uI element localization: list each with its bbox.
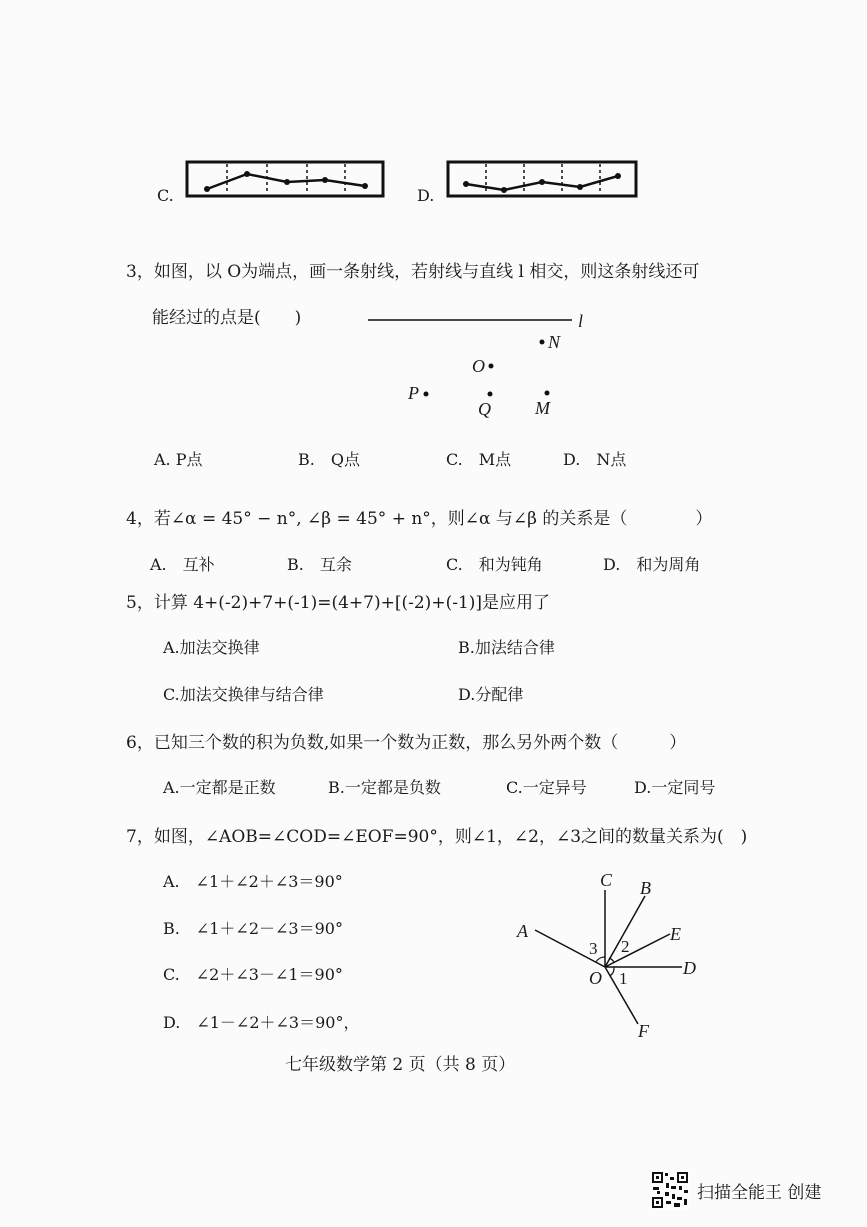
q7-label-F: F (638, 1021, 649, 1041)
q2-option-d-figure (446, 160, 638, 200)
q3-label-Q: Q (478, 399, 491, 419)
q5-option-d: D.分配律 (458, 685, 524, 704)
q3-stem-line2: 能经过的点是( ) (152, 308, 302, 328)
q7-label-A: A (517, 921, 528, 941)
q3-option-a: A. P点 (154, 450, 203, 469)
q2-option-d-label: D. (417, 186, 435, 205)
q4-option-d: D. 和为周角 (603, 555, 701, 574)
q6-option-d: D.一定同号 (634, 778, 716, 797)
q6-option-c: C.一定异号 (506, 778, 587, 797)
watermark-text: 扫描全能王 创建 (697, 1182, 822, 1203)
q6-option-a: A.一定都是正数 (163, 778, 276, 797)
q4-option-a: A. 互补 (150, 555, 215, 574)
q2-option-c-label: C. (157, 186, 174, 205)
q3-stem-line1: 3，如图，以 O为端点，画一条射线，若射线与直线 l 相交，则这条射线还可 (126, 262, 700, 282)
q7-label-B: B (640, 878, 651, 898)
q7-angle-3: 3 (589, 939, 598, 958)
q3-label-l: l (578, 311, 584, 331)
q4-option-c: C. 和为钝角 (446, 555, 543, 574)
q7-option-c: C. ∠2＋∠3－∠1＝90° (163, 965, 343, 984)
q2-option-c-figure (185, 160, 385, 200)
q7-option-b: B. ∠1＋∠2－∠3＝90° (163, 919, 343, 938)
q3-label-O: O (472, 356, 485, 376)
qr-code-icon (651, 1171, 689, 1209)
q7-label-C: C (600, 870, 613, 890)
q5-option-b: B.加法结合律 (458, 638, 555, 657)
q3-label-M: M (535, 398, 550, 418)
q7-label-E: E (670, 924, 681, 944)
q3-option-c: C. M点 (446, 450, 512, 469)
q7-stem: 7，如图，∠AOB=∠COD=∠EOF=90°，则∠1，∠2，∠3之间的数量关系为( ) (126, 827, 748, 847)
q3-figure (360, 305, 600, 425)
q7-option-a: A. ∠1＋∠2＋∠3＝90° (163, 872, 343, 891)
scanner-watermark (651, 1171, 821, 1209)
q7-label-D: D (683, 958, 696, 978)
page-footer: 七年级数学第 2 页（共 8 页） (285, 1055, 516, 1075)
q7-option-d: D. ∠1－∠2＋∠3＝90°， (163, 1013, 360, 1032)
q6-stem: 6，已知三个数的积为负数,如果一个数为正数，那么另外两个数（ ） (126, 733, 687, 753)
q3-option-b: B. Q点 (298, 450, 360, 469)
q4-option-b: B. 互余 (287, 555, 352, 574)
q7-angle-2: 2 (621, 937, 630, 956)
q6-option-b: B.一定都是负数 (328, 778, 441, 797)
q4-stem: 4，若∠α = 45° − n°, ∠β = 45° + n°，则∠α 与∠β 的关系是（ ） (126, 509, 713, 529)
q7-label-O: O (589, 968, 602, 988)
q3-label-N: N (548, 332, 561, 352)
q5-stem: 5，计算 4+(-2)+7+(-1)=(4+7)+[(-2)+(-1)]是应用了 (126, 593, 551, 613)
q7-angle-1: 1 (619, 969, 628, 988)
q5-option-c: C.加法交换律与结合律 (163, 685, 324, 704)
q5-option-a: A.加法交换律 (163, 638, 260, 657)
q3-option-d: D. N点 (563, 450, 627, 469)
q7-angle-figure (505, 862, 715, 1047)
q3-label-P: P (408, 383, 419, 403)
